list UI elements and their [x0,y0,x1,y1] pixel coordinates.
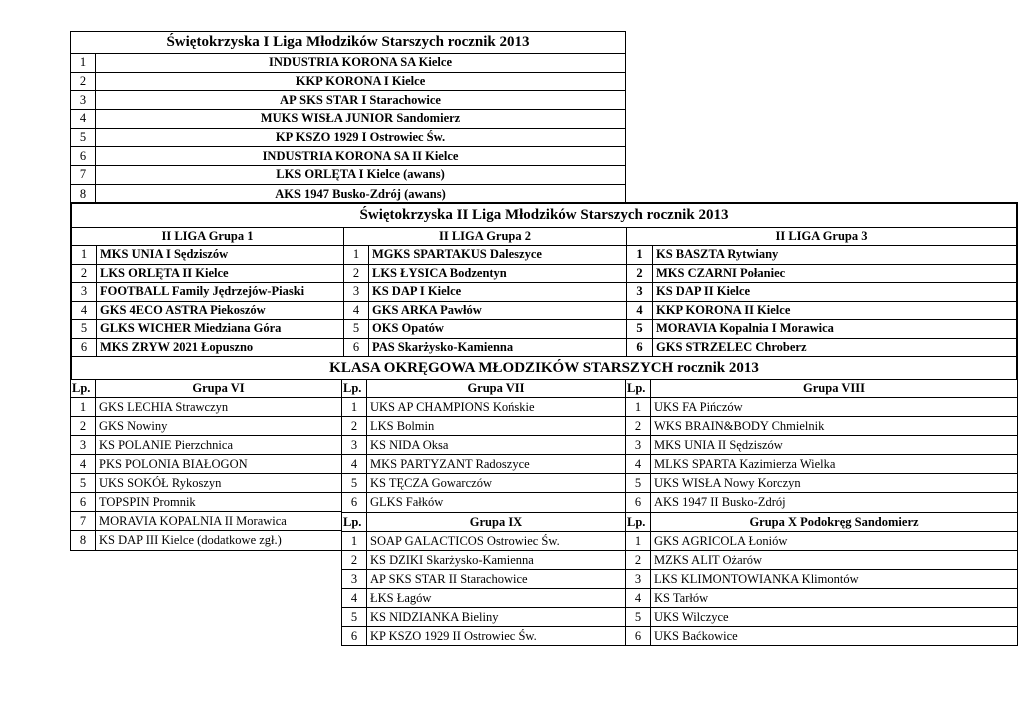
team-name: MKS UNIA II Sędziszów [654,437,783,452]
table-row [71,73,625,92]
table-row [342,627,625,646]
table-row [71,185,625,204]
group-header: Grupa VIII [803,380,865,395]
team-name: AKS 1947 Busko-Zdrój (awans) [275,186,446,201]
team-name: AP SKS STAR I Starachowice [280,92,441,107]
table-row [342,570,625,589]
team-number: 5 [342,608,367,626]
team-number: 2 [344,265,369,283]
table-row [72,283,343,302]
team-name: UKS WISŁA Nowy Korczyn [654,475,801,490]
team-number: 4 [71,455,96,473]
team-number: 4 [627,302,653,320]
group-header-row [342,379,625,398]
team-name: GKS 4ECO ASTRA Piekoszów [100,302,266,317]
team-name: UKS AP CHAMPIONS Końskie [370,399,535,414]
team-number: 4 [71,110,96,128]
team-name: INDUSTRIA KORONA SA II Kielce [262,148,459,163]
table-row [71,531,341,550]
team-name: UKS FA Pińczów [654,399,743,414]
team-number: 1 [342,532,367,550]
table-row [71,493,341,512]
team-number: 6 [342,493,367,512]
table-row [344,302,626,321]
table-row [71,110,625,129]
team-name: KP KSZO 1929 I Ostrowiec Św. [275,130,446,145]
table-row [627,339,1016,358]
table-row [71,91,625,110]
group-x-table [625,512,1018,646]
team-name: MORAVIA Kopalnia I Morawica [656,321,834,336]
team-number: 6 [627,339,653,358]
group-ix-table [341,512,626,646]
team-name: UKS Baćkowice [654,629,738,643]
team-name: MORAVIA KOPALNIA II Morawica [99,513,287,528]
group-viii-table [625,379,1018,513]
team-name: KS DAP II Kielce [656,284,751,299]
team-name: KS BASZTA Rytwiany [656,247,779,262]
team-name: LKS ORLĘTA II Kielce [100,265,229,280]
team-number: 5 [344,320,369,338]
team-name: KS NIDZIANKA Bieliny [370,609,499,624]
team-name: UKS Wilczyce [654,609,729,624]
table-row [626,398,1017,417]
group-header-row [344,228,626,246]
team-number: 5 [627,320,653,338]
table-row [344,246,626,265]
table-row [342,532,625,551]
team-name: AP SKS STAR II Starachowice [370,571,528,586]
table-row [71,166,625,185]
group-header: Grupa VI [192,380,245,395]
group-header: II LIGA Grupa 3 [775,229,868,243]
team-number: 2 [342,417,367,435]
table-row [72,320,343,339]
table-row [344,320,626,339]
group-header-row [627,228,1016,246]
group-header-row [626,513,1017,532]
table-row [342,551,625,570]
liga1-title: Świętokrzyska I Liga Młodzików Starszych rocznik 2013 [166,34,530,50]
liga2-group-3 [627,228,1016,357]
team-number: 2 [627,265,653,283]
liga2-group-1 [72,228,344,357]
team-name: GKS ARKA Pawłów [372,302,482,317]
team-name: MKS PARTYZANT Radoszyce [370,456,530,471]
liga1-table [70,31,626,203]
table-row [71,147,625,166]
liga2-group-2 [344,228,627,357]
group-header-row [626,379,1017,398]
team-name: INDUSTRIA KORONA SA Kielce [268,55,452,70]
team-number: 1 [72,246,97,264]
table-row [626,627,1017,646]
team-name: MZKS ALIT Ożarów [654,552,763,567]
team-name: MKS UNIA I Sędziszów [100,247,229,262]
team-name: PAS Skarżysko-Kamienna [372,340,514,355]
team-name: GKS STRZELEC Chroberz [656,340,807,355]
team-number: 4 [72,302,97,320]
team-name: KP KSZO 1929 II Ostrowiec Św. [370,629,537,643]
team-name: PKS POLONIA BIAŁOGON [99,456,248,471]
team-number: 4 [342,455,367,473]
team-name: OKS Opatów [372,321,444,336]
table-row [627,302,1016,321]
team-name: LKS Bolmin [370,418,435,433]
group-header: Grupa IX [469,514,523,529]
team-name: AKS 1947 II Busko-Zdrój [654,495,786,509]
team-name: WKS BRAIN&BODY Chmielnik [654,418,825,433]
table-row [627,246,1016,265]
team-number: 4 [626,589,651,607]
team-name: FOOTBALL Family Jędrzejów-Piaski [100,284,305,299]
team-number: 2 [71,417,96,435]
table-row [71,54,625,73]
liga2-title: Świętokrzyska II Liga Młodzików Starszych rocznik 2013 [359,207,729,223]
team-number: 8 [71,185,96,204]
table-row [626,532,1017,551]
team-number: 1 [344,246,369,264]
team-name: ŁKS Łagów [370,590,432,605]
team-number: 1 [71,398,96,416]
table-row [71,436,341,455]
lp-header: Lp. [71,379,96,397]
table-row [626,417,1017,436]
table-row [72,339,343,358]
team-number: 3 [626,570,651,588]
team-name: MUKS WISŁA JUNIOR Sandomierz [260,111,461,126]
team-number: 7 [71,512,96,530]
klasa-title: KLASA OKRĘGOWA MŁODZIKÓW STARSZYCH rocznik 2013 [329,359,759,376]
table-row [72,265,343,284]
lp-header: Lp. [626,513,651,531]
team-name: KS DZIKI Skarżysko-Kamienna [370,552,534,567]
lp-header: Lp. [342,379,367,397]
table-row [626,551,1017,570]
team-name: GLKS WICHER Miedziana Góra [100,321,282,336]
team-number: 5 [626,474,651,492]
lp-header: Lp. [342,513,367,531]
team-name: GKS AGRICOLA Łoniów [654,533,788,548]
team-number: 3 [71,91,96,109]
group-header: II LIGA Grupa 2 [438,229,532,243]
team-name: UKS SOKÓŁ Rykoszyn [99,475,222,490]
liga2-title-row [72,204,1016,228]
table-row [344,339,626,358]
team-number: 1 [626,532,651,550]
team-number: 6 [71,147,96,165]
team-number: 2 [71,73,96,91]
table-row [626,474,1017,493]
table-row [342,608,625,627]
table-row [626,455,1017,474]
team-number: 4 [342,589,367,607]
team-name: KKP KORONA I Kielce [295,74,426,89]
team-name: KS POLANIE Pierzchnica [99,437,233,452]
liga1-title-row [71,32,625,54]
group-vi-table [70,379,342,551]
team-name: KS Tarłów [654,590,709,605]
team-name: LKS ORLĘTA I Kielce (awans) [276,167,445,182]
team-name: MGKS SPARTAKUS Daleszyce [372,247,542,262]
group-header-row [71,379,341,398]
team-number: 5 [342,474,367,492]
klasa-title-row [70,356,1018,380]
table-row [626,436,1017,455]
table-row [71,417,341,436]
team-number: 1 [626,398,651,416]
team-number: 3 [342,570,367,588]
team-number: 3 [342,436,367,454]
team-name: KKP KORONA II Kielce [656,302,791,317]
team-number: 3 [71,436,96,454]
team-number: 5 [626,608,651,626]
table-row [71,474,341,493]
table-row [627,265,1016,284]
liga2-table [70,202,1018,357]
team-number: 1 [71,54,96,72]
team-number: 5 [71,129,96,147]
table-row [627,320,1016,339]
team-number: 3 [626,436,651,454]
group-header: II LIGA Grupa 1 [161,229,254,243]
team-name: KS DAP I Kielce [372,284,462,299]
group-vii-table [341,379,626,513]
group-header: Grupa VII [467,380,525,395]
team-name: KS TĘCZA Gowarczów [370,475,492,490]
table-row [344,265,626,284]
team-number: 4 [626,455,651,473]
table-row [342,493,625,512]
team-name: MKS CZARNI Połaniec [656,265,786,280]
table-row [342,436,625,455]
team-number: 6 [626,627,651,646]
team-number: 2 [72,265,97,283]
table-row [627,283,1016,302]
team-number: 4 [344,302,369,320]
team-name: LKS KLIMONTOWIANKA Klimontów [654,571,859,586]
lp-header: Lp. [626,379,651,397]
team-number: 3 [344,283,369,301]
table-row [342,474,625,493]
team-number: 2 [626,551,651,569]
team-number: 6 [72,339,97,358]
table-row [342,398,625,417]
team-number: 6 [344,339,369,358]
team-number: 1 [627,246,653,264]
team-number: 3 [627,283,653,301]
team-name: TOPSPIN Promnik [99,494,196,509]
table-row [342,589,625,608]
table-row [72,302,343,321]
team-number: 6 [342,627,367,646]
team-number: 5 [71,474,96,492]
table-row [342,455,625,474]
team-name: KS NIDA Oksa [370,437,449,452]
table-row [71,512,341,531]
team-number: 7 [71,166,96,184]
team-name: KS DAP III Kielce (dodatkowe zgł.) [99,533,282,547]
table-row [71,398,341,417]
table-row [626,493,1017,512]
team-number: 5 [72,320,97,338]
table-row [626,608,1017,627]
group-header-row [72,228,343,246]
team-number: 8 [71,531,96,550]
team-number: 3 [72,283,97,301]
team-number: 6 [626,493,651,512]
team-name: GKS LECHIA Strawczyn [99,399,229,414]
team-name: SOAP GALACTICOS Ostrowiec Św. [370,533,560,548]
group-header: Grupa X Podokręg Sandomierz [749,514,919,529]
team-name: GKS Nowiny [99,418,168,433]
team-number: 2 [342,551,367,569]
table-row [342,417,625,436]
team-name: MLKS SPARTA Kazimierza Wielka [654,456,836,471]
team-number: 2 [626,417,651,435]
group-header-row [342,513,625,532]
team-name: LKS ŁYSICA Bodzentyn [372,265,507,280]
team-name: GLKS Fałków [370,495,444,509]
team-name: MKS ZRYW 2021 Łopuszno [100,340,254,355]
table-row [344,283,626,302]
team-number: 1 [342,398,367,416]
table-row [71,129,625,148]
table-row [626,570,1017,589]
table-row [72,246,343,265]
table-row [626,589,1017,608]
team-number: 6 [71,493,96,511]
table-row [71,455,341,474]
